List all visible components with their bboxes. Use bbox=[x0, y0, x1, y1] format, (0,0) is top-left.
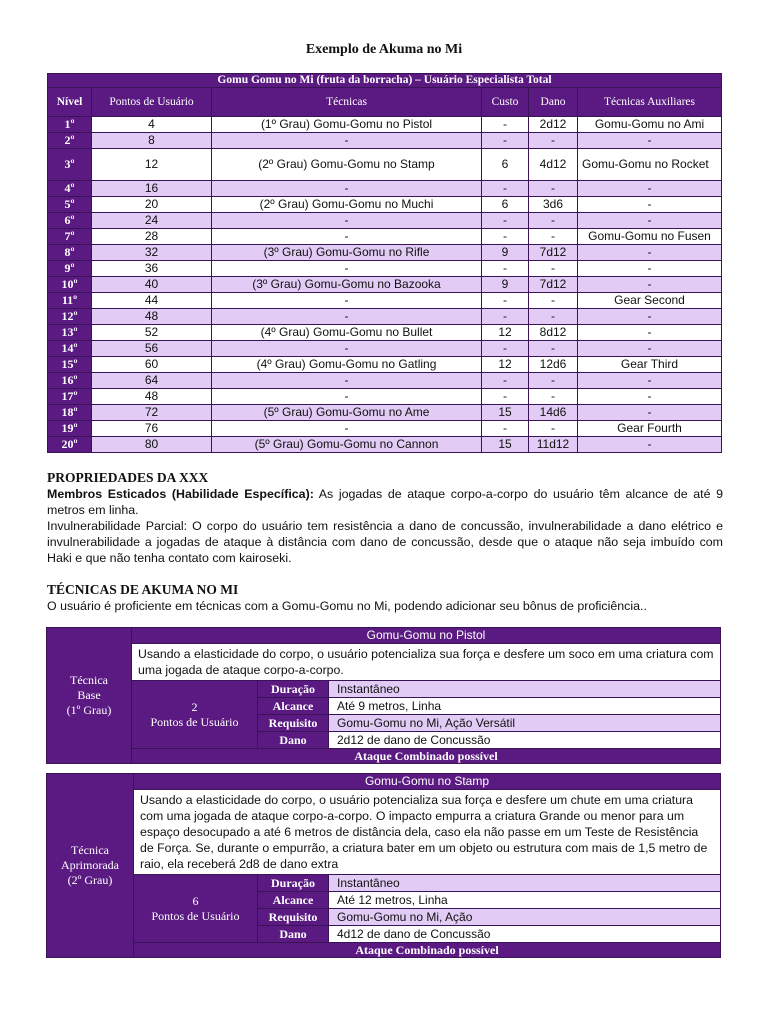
property-invulnerabilidade bbox=[47, 518, 723, 566]
cell-technique: (4º Grau) Gomu-Gomu no Bullet bbox=[212, 325, 482, 341]
technique-description: Usando a elasticidade do corpo, o usuário potencializa sua força e desfere um chute em uma criatura com uma jogada de ataque corpo-a-corpo. O impacto empurra a criatura Grande ou menor para um espaço desocupado a até 6 metros de distância dela, caso ela não passe em um Teste de Resistência de Força. Se, durante o empurrão, a criatura bater em um objeto ou estrutura com mais de 1,5 metro de raio, ela receberá 2d8 de dano extra bbox=[134, 790, 721, 875]
label-requisito: Requisito bbox=[258, 715, 329, 732]
cell-damage: 14d6 bbox=[529, 405, 578, 421]
label-duracao: Duração bbox=[258, 681, 329, 698]
cell-damage: 7d12 bbox=[529, 277, 578, 293]
technique-name: Gomu-Gomu no Stamp bbox=[134, 774, 721, 790]
cell-auxiliary: - bbox=[578, 309, 722, 325]
table-row bbox=[48, 293, 722, 309]
label-alcance: Alcance bbox=[258, 698, 329, 715]
cell-damage: - bbox=[529, 293, 578, 309]
cell-level: 17º bbox=[48, 389, 92, 405]
cell-technique: (4º Grau) Gomu-Gomu no Gatling bbox=[212, 357, 482, 373]
techniques-heading: TÉCNICAS DE AKUMA NO MI bbox=[47, 582, 239, 597]
cell-auxiliary: Gomu-Gomu no Fusen bbox=[578, 229, 722, 245]
cell-auxiliary: Gear Third bbox=[578, 357, 722, 373]
table-row bbox=[48, 405, 722, 421]
label-dano: Dano bbox=[258, 926, 329, 943]
cell-technique: - bbox=[212, 421, 482, 437]
cell-technique: - bbox=[212, 261, 482, 277]
cell-cost: 9 bbox=[482, 245, 529, 261]
cell-damage: 12d6 bbox=[529, 357, 578, 373]
cell-auxiliary: - bbox=[578, 437, 722, 453]
table-row bbox=[48, 389, 722, 405]
table-row bbox=[48, 357, 722, 373]
cell-cost: - bbox=[482, 293, 529, 309]
table-row bbox=[48, 213, 722, 229]
cell-damage: - bbox=[529, 341, 578, 357]
cell-technique: - bbox=[212, 133, 482, 149]
cell-auxiliary: - bbox=[578, 261, 722, 277]
cell-points: 28 bbox=[92, 229, 212, 245]
cell-damage: 8d12 bbox=[529, 325, 578, 341]
cell-technique: - bbox=[212, 181, 482, 197]
cell-level: 9º bbox=[48, 261, 92, 277]
cell-technique: - bbox=[212, 341, 482, 357]
cell-points: 64 bbox=[92, 373, 212, 389]
cell-level: 6º bbox=[48, 213, 92, 229]
cell-technique: (3º Grau) Gomu-Gomu no Rifle bbox=[212, 245, 482, 261]
cell-auxiliary: - bbox=[578, 245, 722, 261]
cell-level: 10º bbox=[48, 277, 92, 293]
cell-level: 16º bbox=[48, 373, 92, 389]
cell-auxiliary: - bbox=[578, 133, 722, 149]
cell-points: 60 bbox=[92, 357, 212, 373]
cell-technique: (2º Grau) Gomu-Gomu no Stamp bbox=[212, 149, 482, 181]
cell-points: 40 bbox=[92, 277, 212, 293]
cell-level: 12º bbox=[48, 309, 92, 325]
progression-table bbox=[47, 73, 722, 453]
cell-cost: - bbox=[482, 213, 529, 229]
technique-card-pistol bbox=[46, 627, 721, 764]
header-tecnicas: Técnicas bbox=[212, 88, 482, 117]
cell-auxiliary: Gear Fourth bbox=[578, 421, 722, 437]
cell-level: 3º bbox=[48, 149, 92, 181]
cell-points: 48 bbox=[92, 389, 212, 405]
table-row bbox=[48, 261, 722, 277]
cell-cost: - bbox=[482, 309, 529, 325]
cell-points: 36 bbox=[92, 261, 212, 277]
cell-points: 32 bbox=[92, 245, 212, 261]
table-row bbox=[48, 133, 722, 149]
cell-damage: - bbox=[529, 309, 578, 325]
cell-auxiliary: - bbox=[578, 373, 722, 389]
cell-auxiliary: - bbox=[578, 325, 722, 341]
cell-level: 18º bbox=[48, 405, 92, 421]
header-dano: Dano bbox=[529, 88, 578, 117]
cell-auxiliary: - bbox=[578, 341, 722, 357]
cell-cost: - bbox=[482, 389, 529, 405]
table-row bbox=[48, 277, 722, 293]
cell-damage: - bbox=[529, 421, 578, 437]
cell-damage: 11d12 bbox=[529, 437, 578, 453]
cell-cost: 15 bbox=[482, 437, 529, 453]
table-row bbox=[48, 309, 722, 325]
cell-damage: 2d12 bbox=[529, 117, 578, 133]
cell-level: 20º bbox=[48, 437, 92, 453]
cell-technique: (5º Grau) Gomu-Gomu no Ame bbox=[212, 405, 482, 421]
cell-technique: - bbox=[212, 293, 482, 309]
cell-level: 5º bbox=[48, 197, 92, 213]
technique-name: Gomu-Gomu no Pistol bbox=[132, 628, 721, 644]
header-auxiliares: Técnicas Auxiliares bbox=[578, 88, 722, 117]
cell-technique: (2º Grau) Gomu-Gomu no Muchi bbox=[212, 197, 482, 213]
header-custo: Custo bbox=[482, 88, 529, 117]
technique-description: Usando a elasticidade do corpo, o usuário potencializa sua força e desfere um soco em uma criatura com uma jogada de ataque corpo-a-corpo. bbox=[132, 644, 721, 681]
cell-points: 4 bbox=[92, 117, 212, 133]
value-dano: 2d12 de dano de Concussão bbox=[329, 732, 721, 749]
cell-cost: - bbox=[482, 117, 529, 133]
cell-cost: 12 bbox=[482, 325, 529, 341]
cell-level: 1º bbox=[48, 117, 92, 133]
cell-points: 72 bbox=[92, 405, 212, 421]
cell-level: 15º bbox=[48, 357, 92, 373]
cell-points: 52 bbox=[92, 325, 212, 341]
table-row bbox=[48, 421, 722, 437]
cell-technique: (3º Grau) Gomu-Gomu no Bazooka bbox=[212, 277, 482, 293]
value-requisito: Gomu-Gomu no Mi, Ação Versátil bbox=[329, 715, 721, 732]
cell-cost: 6 bbox=[482, 197, 529, 213]
cell-cost: - bbox=[482, 229, 529, 245]
cell-auxiliary: Gomu-Gomu no Rocket bbox=[578, 149, 722, 181]
table-row bbox=[48, 437, 722, 453]
cell-points: 24 bbox=[92, 213, 212, 229]
cell-technique: (5º Grau) Gomu-Gomu no Cannon bbox=[212, 437, 482, 453]
cell-damage: - bbox=[529, 133, 578, 149]
value-alcance: Até 12 metros, Linha bbox=[329, 892, 721, 909]
cell-cost: - bbox=[482, 373, 529, 389]
cell-damage: 3d6 bbox=[529, 197, 578, 213]
property-label: Invulnerabilidade Parcial: bbox=[47, 519, 188, 533]
technique-grade: Técnica Aprimorada (2º Grau) bbox=[47, 774, 134, 958]
technique-footer: Ataque Combinado possível bbox=[132, 749, 721, 764]
cell-level: 14º bbox=[48, 341, 92, 357]
cell-damage: 7d12 bbox=[529, 245, 578, 261]
cell-points: 80 bbox=[92, 437, 212, 453]
page-title: Exemplo de Akuma no Mi bbox=[305, 42, 463, 57]
value-dano: 4d12 de dano de Concussão bbox=[329, 926, 721, 943]
cell-level: 13º bbox=[48, 325, 92, 341]
cell-points: 44 bbox=[92, 293, 212, 309]
label-dano: Dano bbox=[258, 732, 329, 749]
technique-footer: Ataque Combinado possível bbox=[134, 943, 721, 958]
technique-card-stamp bbox=[46, 773, 721, 958]
cell-level: 11º bbox=[48, 293, 92, 309]
cell-damage: - bbox=[529, 181, 578, 197]
cell-technique: - bbox=[212, 213, 482, 229]
table-row bbox=[48, 149, 722, 181]
cell-cost: - bbox=[482, 261, 529, 277]
cell-technique: - bbox=[212, 229, 482, 245]
table-row bbox=[48, 245, 722, 261]
value-requisito: Gomu-Gomu no Mi, Ação bbox=[329, 909, 721, 926]
cell-auxiliary: Gear Second bbox=[578, 293, 722, 309]
cell-damage: - bbox=[529, 389, 578, 405]
cell-cost: - bbox=[482, 421, 529, 437]
value-alcance: Até 9 metros, Linha bbox=[329, 698, 721, 715]
properties-heading: PROPRIEDADES DA XXX bbox=[47, 470, 209, 485]
cell-cost: 9 bbox=[482, 277, 529, 293]
cell-level: 8º bbox=[48, 245, 92, 261]
cell-level: 19º bbox=[48, 421, 92, 437]
cell-technique: - bbox=[212, 309, 482, 325]
value-duracao: Instantâneo bbox=[329, 681, 721, 698]
cell-damage: 4d12 bbox=[529, 149, 578, 181]
header-pontos: Pontos de Usuário bbox=[92, 88, 212, 117]
cell-points: 12 bbox=[92, 149, 212, 181]
cell-cost: - bbox=[482, 133, 529, 149]
cell-points: 16 bbox=[92, 181, 212, 197]
property-membros-esticados bbox=[47, 486, 723, 518]
cell-auxiliary: - bbox=[578, 197, 722, 213]
cell-points: 48 bbox=[92, 309, 212, 325]
label-requisito: Requisito bbox=[258, 909, 329, 926]
table-caption: Gomu Gomu no Mi (fruta da borracha) – Usuário Especialista Total bbox=[48, 74, 722, 88]
table-row bbox=[48, 181, 722, 197]
cell-level: 4º bbox=[48, 181, 92, 197]
property-label: Membros Esticados (Habilidade Específica): bbox=[47, 487, 314, 501]
cell-auxiliary: - bbox=[578, 277, 722, 293]
cell-cost: 12 bbox=[482, 357, 529, 373]
table-row bbox=[48, 197, 722, 213]
cell-cost: - bbox=[482, 181, 529, 197]
cell-technique: (1º Grau) Gomu-Gomu no Pistol bbox=[212, 117, 482, 133]
technique-grade: Técnica Base (1º Grau) bbox=[47, 628, 132, 764]
header-nivel: Nível bbox=[48, 88, 92, 117]
cell-points: 20 bbox=[92, 197, 212, 213]
technique-points: 6 Pontos de Usuário bbox=[134, 875, 258, 943]
table-row bbox=[48, 341, 722, 357]
cell-level: 7º bbox=[48, 229, 92, 245]
techniques-intro: O usuário é proficiente em técnicas com a Gomu-Gomu no Mi, podendo adicionar seu bônus de proficiência.. bbox=[47, 599, 647, 613]
cell-cost: 6 bbox=[482, 149, 529, 181]
cell-auxiliary: - bbox=[578, 389, 722, 405]
cell-damage: - bbox=[529, 229, 578, 245]
cell-technique: - bbox=[212, 373, 482, 389]
label-duracao: Duração bbox=[258, 875, 329, 892]
label-alcance: Alcance bbox=[258, 892, 329, 909]
cell-damage: - bbox=[529, 373, 578, 389]
cell-technique: - bbox=[212, 389, 482, 405]
table-row bbox=[48, 117, 722, 133]
cell-level: 2º bbox=[48, 133, 92, 149]
table-row bbox=[48, 325, 722, 341]
property-text: As jogadas de ataque corpo-a-corpo do usuário têm alcance de até 9 metros em linha. bbox=[47, 487, 723, 517]
cell-damage: - bbox=[529, 213, 578, 229]
technique-points: 2 Pontos de Usuário bbox=[132, 681, 258, 749]
cell-damage: - bbox=[529, 261, 578, 277]
cell-auxiliary: - bbox=[578, 405, 722, 421]
cell-cost: - bbox=[482, 341, 529, 357]
cell-auxiliary: Gomu-Gomu no Ami bbox=[578, 117, 722, 133]
table-row bbox=[48, 373, 722, 389]
table-row bbox=[48, 229, 722, 245]
cell-points: 8 bbox=[92, 133, 212, 149]
cell-points: 56 bbox=[92, 341, 212, 357]
property-text: O corpo do usuário tem resistência a dano de concussão, invulnerabilidade a dano elétrico e invulnerabilidade a jogadas de ataque à distância com dano de concussão, desde que o ataque não seja imbuído com Haki e que não tenha contato com kairoseki. bbox=[47, 519, 723, 565]
cell-auxiliary: - bbox=[578, 181, 722, 197]
cell-cost: 15 bbox=[482, 405, 529, 421]
cell-auxiliary: - bbox=[578, 213, 722, 229]
cell-points: 76 bbox=[92, 421, 212, 437]
value-duracao: Instantâneo bbox=[329, 875, 721, 892]
